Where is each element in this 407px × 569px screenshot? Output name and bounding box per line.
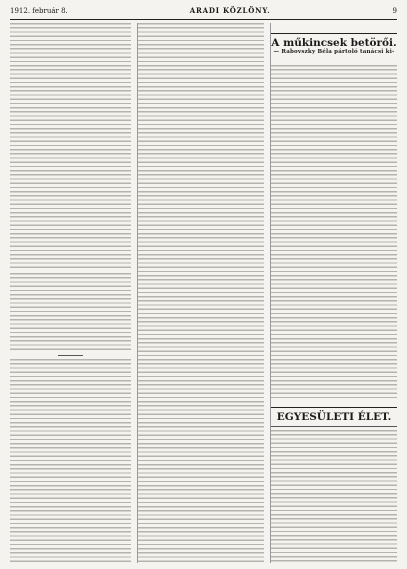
column-3 [270, 23, 397, 563]
header-rule [10, 19, 397, 20]
text-columns [10, 23, 397, 563]
issue-date: 1912. február 8. [10, 7, 68, 15]
text-block [271, 430, 397, 563]
column-2 [137, 23, 264, 563]
article-headline [271, 37, 397, 56]
headline-rule [271, 426, 397, 427]
text-block [138, 23, 264, 563]
text-block [10, 273, 131, 351]
text-block [10, 23, 131, 268]
headline-rule [271, 33, 397, 34]
text-block [271, 65, 397, 401]
headline-rule [271, 407, 397, 408]
section-separator [58, 355, 82, 356]
page-header [10, 6, 397, 17]
article-title: EGYESÜLETI ÉLET. [276, 411, 392, 423]
article-title: A műkincsek betörői. [271, 37, 397, 49]
page-number: 9 [392, 7, 397, 15]
column-1 [10, 23, 131, 563]
article-headline [271, 411, 397, 423]
article-subtitle: — Rabovszky Béla pártoló tanácsi ki- [273, 49, 395, 55]
masthead: ARADI KÖZLÖNY. [189, 6, 271, 15]
text-block [10, 359, 131, 563]
